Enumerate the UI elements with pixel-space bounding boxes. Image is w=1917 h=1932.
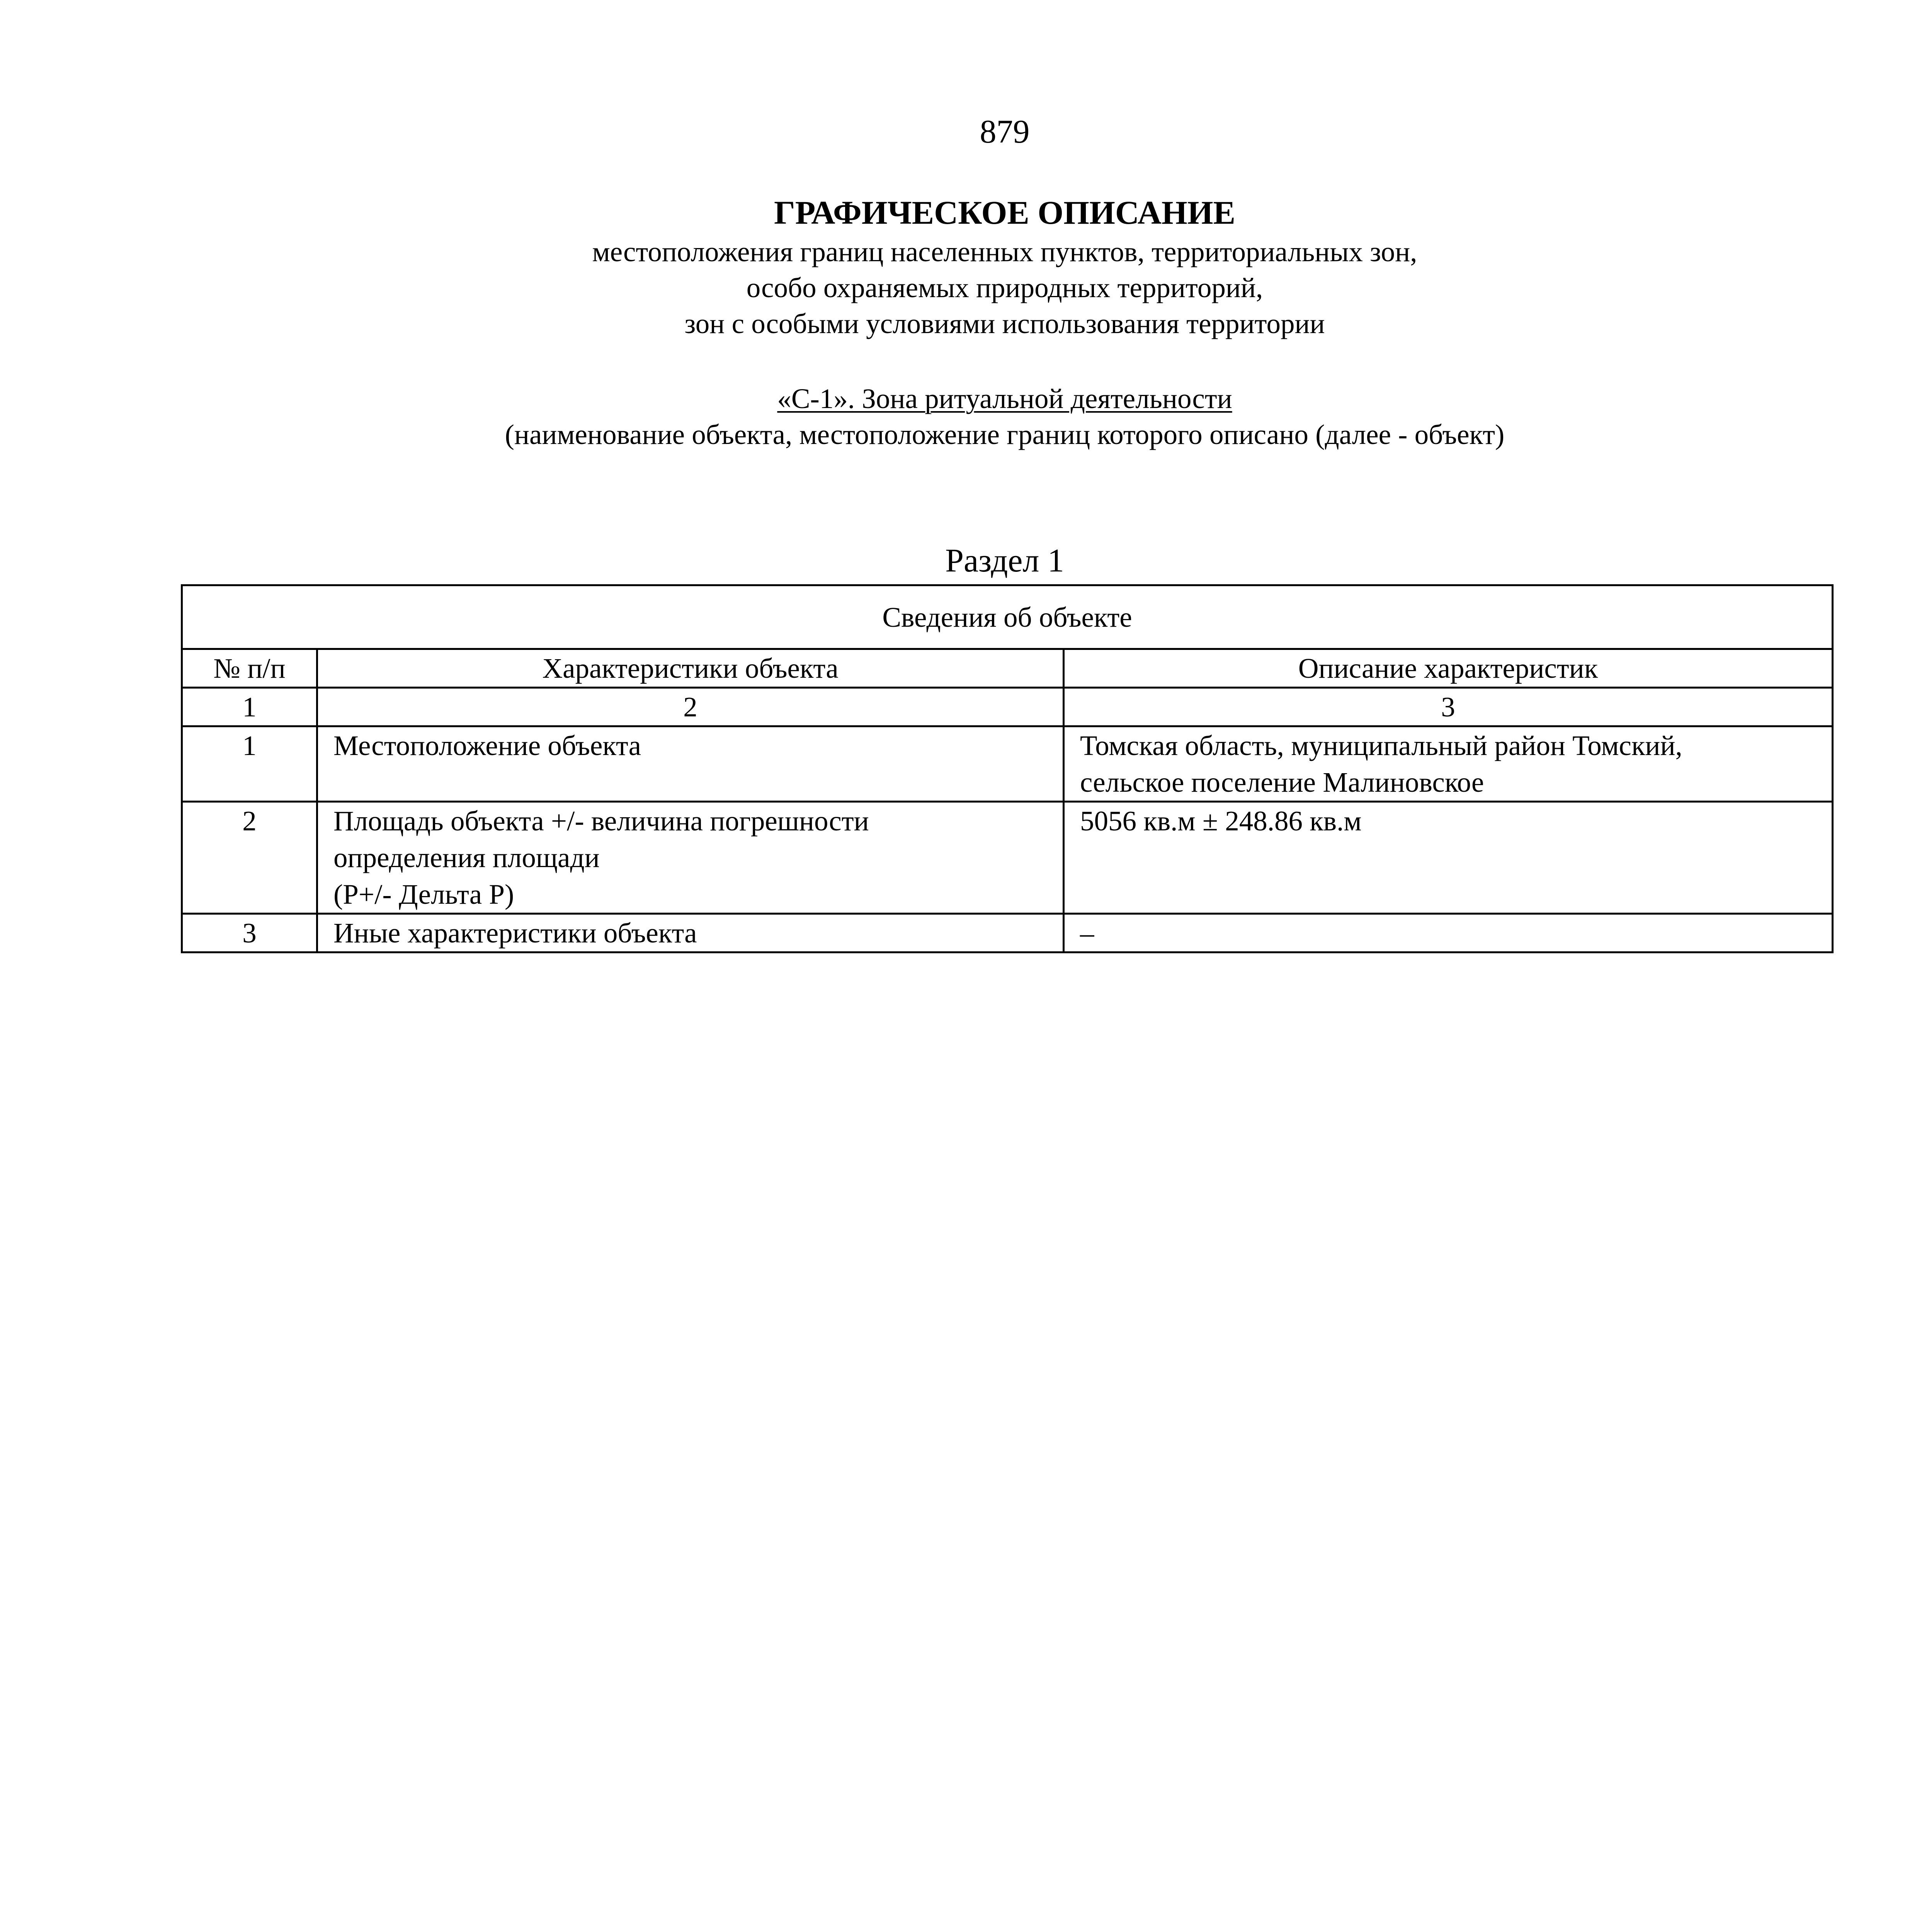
table-header-row [182,649,1833,688]
object-block [0,381,1917,452]
table-caption: Сведения об объекте [182,585,1833,649]
cell-line: – [1080,917,1094,949]
cell-line: Местоположение объекта [333,730,641,761]
section-title: Раздел 1 [945,542,1064,579]
column-number-cell: 1 [182,688,317,726]
object-info-table [181,584,1834,953]
header-description: Описание характеристик [1064,649,1833,688]
object-name-wrapper [0,381,1917,417]
object-name: «С-1». Зона ритуальной деятельности [777,383,1232,414]
page-number: 879 [980,113,1030,150]
row-characteristic [317,802,1064,914]
row-number: 3 [182,914,317,952]
table-row [182,802,1833,914]
cell-line: (P+/- Дельта P) [333,879,514,910]
cell-line: Томская область, муниципальный район Томский, [1080,730,1682,761]
document-title: ГРАФИЧЕСКОЕ ОПИСАНИЕ [774,194,1235,231]
table-row [182,726,1833,802]
table-row [182,914,1833,952]
row-number: 2 [182,802,317,914]
row-characteristic [317,914,1064,952]
header-characteristic: Характеристики объекта [317,649,1064,688]
cell-line: Иные характеристики объекта [333,917,697,949]
cell-line: 5056 кв.м ± 248.86 кв.м [1080,805,1362,837]
cell-line: определения площади [333,842,600,873]
object-caption: (наименование объекта, местоположение границ которого описано (далее - объект) [505,419,1505,450]
row-description [1064,726,1833,802]
header-number: № п/п [182,649,317,688]
column-numbers-row [182,688,1833,726]
subtitle-line: зон с особыми условиями использования территории [684,308,1325,339]
row-description [1064,802,1833,914]
cell-line: сельское поселение Малиновское [1080,767,1484,798]
subtitle-line: особо охраняемых природных территорий, [746,272,1263,303]
row-characteristic [317,726,1064,802]
column-number-cell: 3 [1064,688,1833,726]
cell-line: Площадь объекта +/- величина погрешности [333,805,869,837]
table-caption-row [182,585,1833,649]
row-number: 1 [182,726,317,802]
row-description [1064,914,1833,952]
subtitle-line: местоположения границ населенных пунктов, территориальных зон, [592,236,1417,267]
title-block [0,191,1917,342]
column-number-cell: 2 [317,688,1064,726]
